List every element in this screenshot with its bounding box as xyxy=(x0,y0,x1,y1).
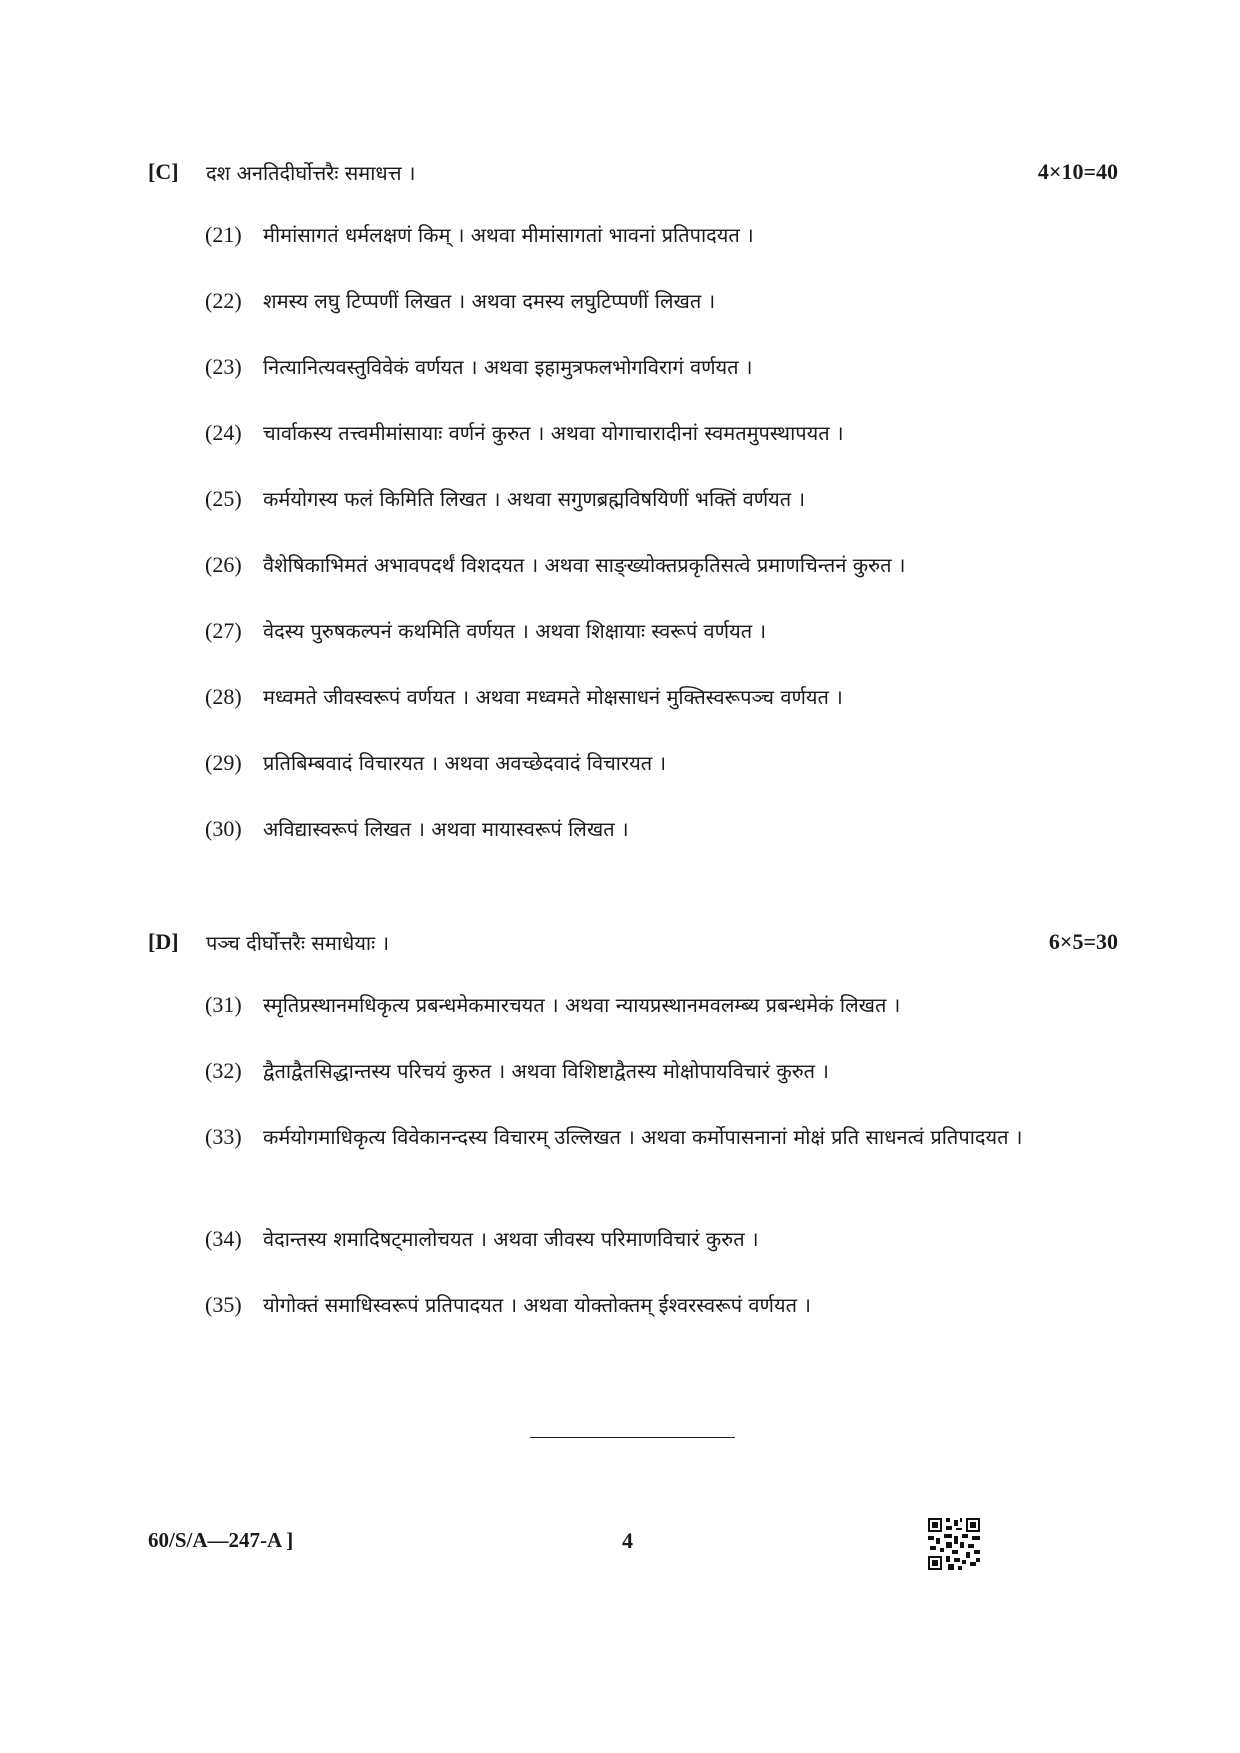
question-number: (22) xyxy=(205,288,242,313)
question-text: योगोक्तं समाधिस्वरूपं प्रतिपादयत । अथवा योक्तोक्तम् ईश्वरस्वरूपं वर्णयत । xyxy=(263,1293,811,1317)
section-c-label: [C] xyxy=(148,159,179,184)
question-item xyxy=(205,548,1115,582)
question-text: स्मृतिप्रस्थानमधिकृत्य प्रबन्धमेकमारचयत । अथवा न्यायप्रस्थानमवलम्ब्य प्रबन्धमेकं लिखत । xyxy=(263,993,901,1017)
question-number: (24) xyxy=(205,420,242,445)
question-item xyxy=(205,1222,1115,1256)
question-item xyxy=(205,812,1115,846)
question-number: (21) xyxy=(205,222,242,247)
question-text: शमस्य लघु टिप्पणीं लिखत । अथवा दमस्य लघुटिप्पणीं लिखत । xyxy=(263,289,716,313)
question-text: द्वैताद्वैतसिद्धान्तस्य परिचयं कुरुत । अथवा विशिष्टाद्वैतस्य मोक्षोपायविचारं कुरुत । xyxy=(263,1059,829,1083)
question-item xyxy=(205,218,1115,252)
question-text: नित्यानित्यवस्तुविवेकं वर्णयत । अथवा इहामुत्रफलभोगविरागं वर्णयत । xyxy=(263,355,753,379)
question-text: वेदान्तस्य शमादिषट्मालोचयत । अथवा जीवस्य परिमाणविचारं कुरुत । xyxy=(263,1227,759,1251)
question-number: (35) xyxy=(205,1292,242,1317)
question-item xyxy=(205,482,1115,516)
section-d-label: [D] xyxy=(148,929,179,954)
page-number: 4 xyxy=(622,1528,633,1553)
question-text: प्रतिबिम्बवादं विचारयत । अथवा अवच्छेदवादं विचारयत । xyxy=(263,751,667,775)
question-text: मध्वमते जीवस्वरूपं वर्णयत । अथवा मध्वमते मोक्षसाधनं मुक्तिस्वरूपञ्च वर्णयत । xyxy=(263,685,843,709)
qr-code-icon xyxy=(928,1518,980,1570)
section-c-header xyxy=(148,152,1118,192)
question-text: वैशेषिकाभिमतं अभावपदर्थं विशदयत । अथवा साङ्ख्योक्तप्रकृतिसत्वे प्रमाणचिन्तनं कुरुत । xyxy=(263,553,906,577)
question-text: अविद्यास्वरूपं लिखत । अथवा मायास्वरूपं लिखत । xyxy=(263,817,629,841)
question-text: मीमांसागतं धर्मलक्षणं किम् । अथवा मीमांसागतां भावनां प्रतिपादयत । xyxy=(263,223,754,247)
question-number: (27) xyxy=(205,618,242,643)
paper-code: 60/S/A—247-A ] xyxy=(148,1528,294,1552)
question-number: (31) xyxy=(205,992,242,1017)
question-item xyxy=(205,988,1115,1022)
question-number: (25) xyxy=(205,486,242,511)
question-item xyxy=(205,614,1115,648)
question-item xyxy=(205,350,1115,384)
question-item xyxy=(205,746,1115,780)
question-number: (28) xyxy=(205,684,242,709)
question-item xyxy=(205,1288,1115,1322)
question-number: (23) xyxy=(205,354,242,379)
question-item xyxy=(205,416,1115,450)
section-d-marks: 6×5=30 xyxy=(1048,929,1118,954)
question-number: (32) xyxy=(205,1058,242,1083)
section-d-instruction: पञ्च दीर्घोत्तरैः समाधेयाः । xyxy=(206,930,390,955)
question-number: (34) xyxy=(205,1226,242,1251)
question-number: (33) xyxy=(205,1124,242,1149)
section-d-header xyxy=(148,922,1118,962)
section-c-marks: 4×10=40 xyxy=(1037,159,1118,184)
end-divider xyxy=(530,1437,735,1438)
question-item xyxy=(205,1120,1075,1154)
question-number: (26) xyxy=(205,552,242,577)
question-text: चार्वाकस्य तत्त्वमीमांसायाः वर्णनं कुरुत । अथवा योगाचारादीनां स्वमतमुपस्थापयत । xyxy=(263,421,844,445)
question-item xyxy=(205,284,1115,318)
question-item xyxy=(205,1054,1115,1088)
question-text: कर्मयोगमाधिकृत्य विवेकानन्दस्य विचारम् उल्लिखत । अथवा कर्मोपासनानां मोक्षं प्रति साधनत्वं प्रतिपादयत । xyxy=(263,1125,1023,1149)
question-item xyxy=(205,680,1115,714)
section-c-instruction: दश अनतिदीर्घोत्तरैः समाधत्त । xyxy=(206,160,416,185)
question-number: (29) xyxy=(205,750,242,775)
question-text: कर्मयोगस्य फलं किमिति लिखत । अथवा सगुणब्रह्मविषयिणीं भक्तिं वर्णयत । xyxy=(263,487,806,511)
question-text: वेदस्य पुरुषकल्पनं कथमिति वर्णयत । अथवा शिक्षायाः स्वरूपं वर्णयत । xyxy=(263,619,767,643)
question-number: (30) xyxy=(205,816,242,841)
